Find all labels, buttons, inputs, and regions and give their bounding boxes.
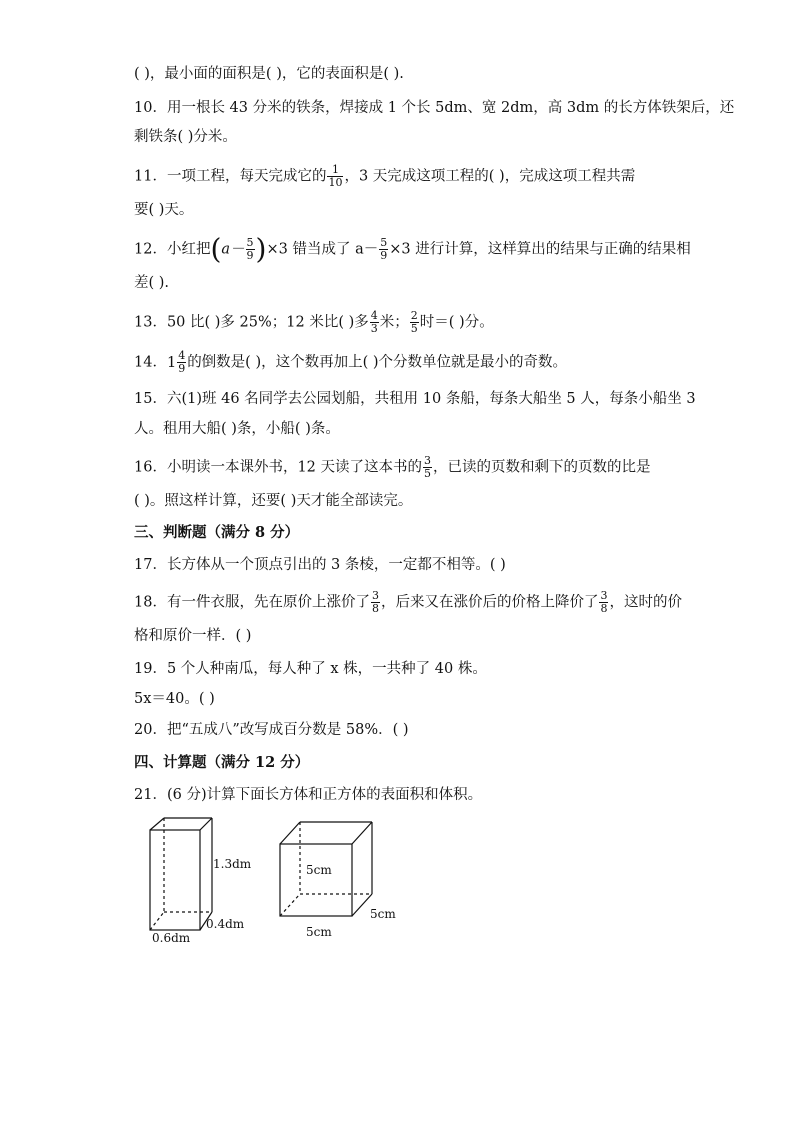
q14-fraction — [177, 350, 186, 375]
fraction-denominator: 8 — [371, 602, 379, 615]
q14-mixed-number — [167, 350, 187, 375]
q16-text-post: ，已读的页数和剩下的页数的比是 — [433, 459, 651, 476]
q12-text-post: ×3 进行计算，这样算出的结果与正确的结果相 — [389, 241, 691, 258]
q12-text-pre: 12．小红把 — [134, 241, 211, 258]
big-paren-left: ( — [210, 232, 222, 266]
q18-fraction-b — [599, 590, 608, 615]
q9-continuation: ( )，最小面的面积是( )，它的表面积是( ). — [134, 66, 404, 82]
fraction-denominator: 10 — [328, 176, 343, 189]
q12-fraction-a — [246, 237, 255, 262]
fraction-numerator: 3 — [424, 454, 432, 467]
fraction-numerator: 4 — [370, 309, 378, 322]
q16-fraction — [423, 455, 432, 480]
q18-fraction-a — [371, 590, 380, 615]
q18-line1 — [134, 589, 682, 615]
fraction-numerator: 3 — [371, 589, 379, 602]
q14-text-post: 的倒数是( )，这个数再加上( )个分数单位就是最小的奇数。 — [187, 354, 568, 371]
q14-line — [134, 350, 662, 375]
q18-text-mid: ，后来又在涨价后的价格上降价了 — [380, 594, 599, 611]
cube-depth-label: 5cm — [370, 907, 396, 921]
q16-text-pre: 16．小明读一本课外书，12 天读了这本书的 — [134, 459, 423, 476]
fraction-denominator: 8 — [600, 602, 608, 615]
q11-line2: 要( )天。 — [134, 202, 194, 218]
fraction-numerator: 1 — [327, 164, 343, 177]
q18-line2: 格和原价一样．( ) — [134, 628, 252, 644]
q16-line2: ( )。照这样计算，还要( )天才能全部读完。 — [134, 493, 413, 509]
fraction-denominator: 5 — [424, 467, 432, 480]
q16-line1 — [134, 455, 662, 480]
cube-front-label: 5cm — [306, 863, 332, 877]
q13-fraction-b — [410, 310, 419, 335]
q19-line2: 5x＝40。( ) — [134, 691, 215, 707]
section-3-heading: 三、判断题（满分 8 分） — [134, 524, 300, 541]
fraction-denominator: 9 — [178, 362, 186, 375]
fraction-numerator: 5 — [380, 236, 388, 249]
q18-text-pre: 18．有一件衣服，先在原价上涨价了 — [134, 594, 370, 611]
q11-fraction — [327, 164, 343, 189]
q14-text-pre: 14． — [134, 354, 167, 371]
fraction-denominator: 5 — [410, 322, 418, 335]
q11-line1 — [134, 164, 662, 189]
q13-text-post: 时＝( )分。 — [419, 314, 494, 331]
fraction-denominator: 9 — [246, 249, 254, 262]
q13-text-pre: 13．50 比( )多 25%；12 米比( )多 — [134, 314, 369, 331]
q13-fraction-a — [370, 310, 379, 335]
cuboid-height-label: 1.3dm — [213, 857, 252, 871]
q17-line: 17．长方体从一个顶点引出的 3 条棱，一定都不相等。( ) — [134, 557, 506, 573]
q15-line1: 15．六(1)班 46 名同学去公园划船，共租用 10 条船，每条大船坐 5 人，每条小船坐 3 — [134, 391, 696, 407]
q11-text-pre: 11．一项工程，每天完成它的 — [134, 168, 327, 185]
fraction-denominator: 9 — [380, 249, 388, 262]
q11-text-post: ，3 天完成这项工程的( )，完成这项工程共需 — [344, 168, 636, 185]
q12-variable: a－ — [221, 241, 245, 258]
q20-line: 20．把“五成八”改写成百分数是 58%．( ) — [134, 722, 409, 738]
q13-line — [134, 310, 662, 335]
cuboid-width-label: 0.4dm — [206, 917, 245, 931]
q13-text-mid: 米； — [379, 314, 409, 331]
q12-line1 — [134, 232, 691, 266]
q10-line2: 剩铁条( )分米。 — [134, 129, 237, 145]
cuboid-drawing — [150, 818, 212, 930]
q21-line: 21．(6 分)计算下面长方体和正方体的表面积和体积。 — [134, 787, 483, 803]
geometry-figure — [140, 810, 420, 950]
q12-text-mid: ×3 错当成了 a－ — [266, 241, 379, 258]
q12-fraction-b — [379, 237, 388, 262]
q10-line1: 10．用一根长 43 分米的铁条，焊接成 1 个长 5dm、宽 2dm，高 3dm 的长方体铁架后，还 — [134, 100, 735, 116]
section-4-heading: 四、计算题（满分 12 分） — [134, 754, 310, 771]
fraction-numerator: 3 — [600, 589, 608, 602]
fraction-numerator: 5 — [246, 236, 254, 249]
q19-line1: 19．5 个人种南瓜，每人种了 x 株，一共种了 40 株。 — [134, 661, 487, 677]
fraction-denominator: 3 — [370, 322, 378, 335]
cuboid-length-label: 0.6dm — [152, 931, 191, 945]
mixed-integer: 1 — [166, 354, 177, 371]
q15-line2: 人。租用大船( )条，小船( )条。 — [134, 421, 340, 437]
q18-text-post: ，这时的价 — [609, 594, 682, 611]
q12-line2: 差( ). — [134, 275, 170, 291]
big-paren-right: ) — [255, 232, 267, 266]
cube-bottom-label: 5cm — [306, 925, 332, 939]
fraction-numerator: 2 — [410, 309, 418, 322]
fraction-numerator: 4 — [178, 349, 186, 362]
